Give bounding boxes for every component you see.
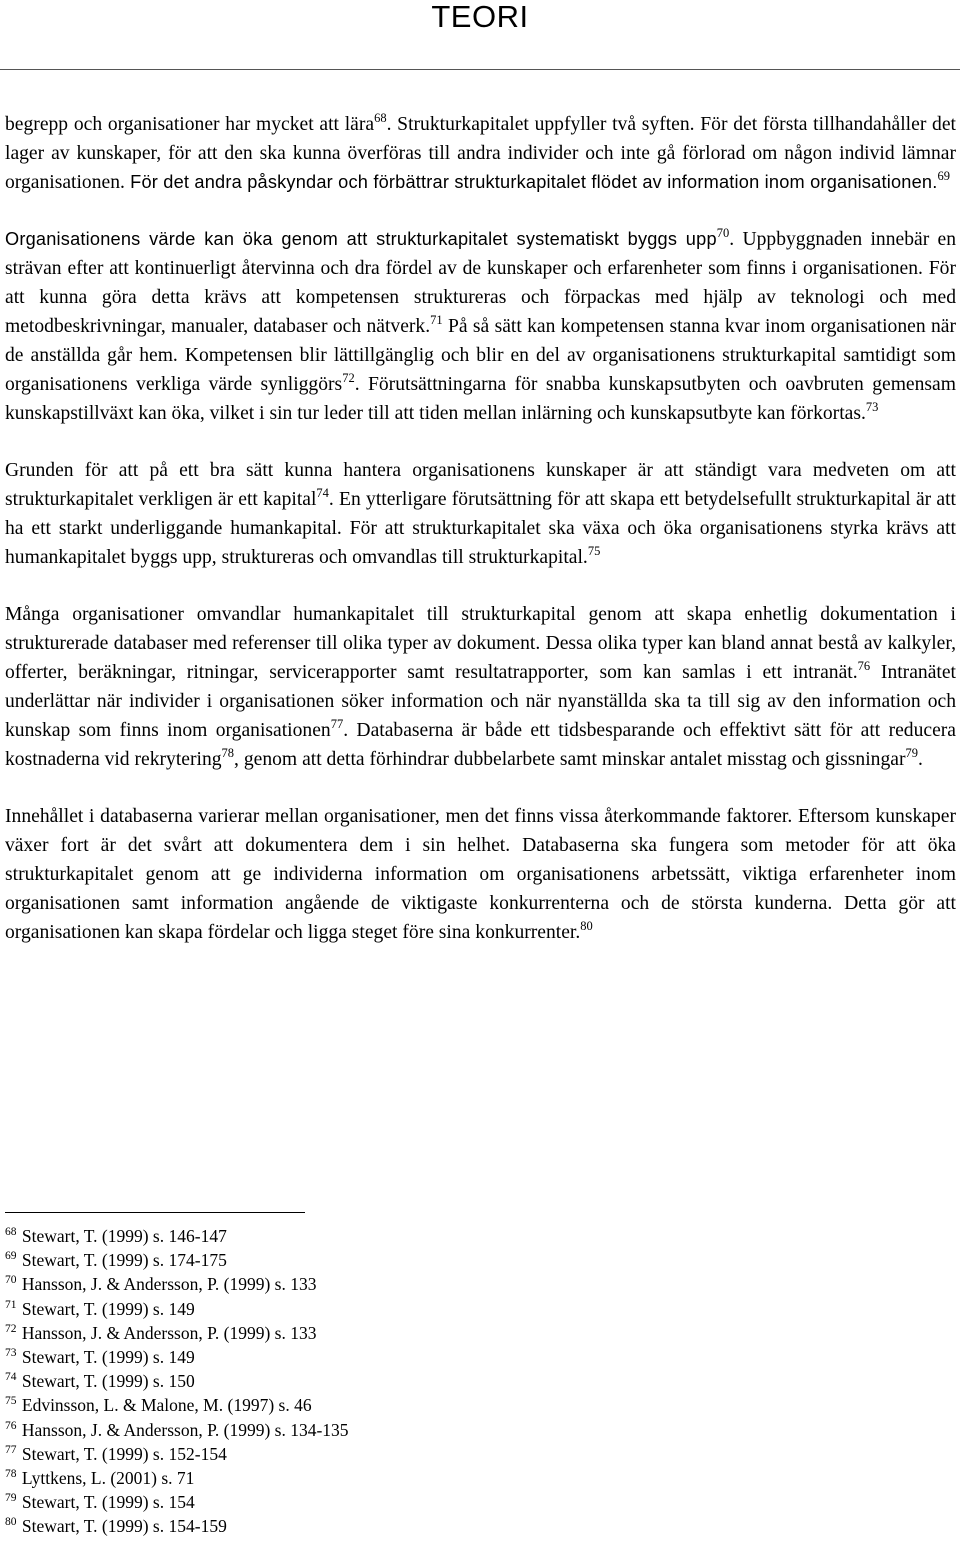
footnote-item <box>5 1466 349 1490</box>
page-header-title: TEORI <box>431 0 529 34</box>
paragraph-text: Många organisationer omvandlar humankapitalet till strukturkapital genom att skapa enhetlig dokumentation i strukturerade databaser med referenser till olika typer av dokument. Dessa olika typer kan bland annat bestå av kalkyler, offerter, beräkningar, ritningar, servicerapporter samt resultatrapporter, som kan samlas i ett intranät. <box>5 604 956 683</box>
footnote-ref[interactable]: 70 <box>716 226 730 240</box>
footnote-text: Hansson, J. & Andersson, P. (1999) s. 134-135 <box>21 1419 349 1440</box>
footnote-number: 70 <box>5 1274 17 1287</box>
footnote-text: Stewart, T. (1999) s. 149 <box>21 1347 195 1368</box>
paragraph-2 <box>5 225 956 428</box>
footnote-item <box>5 1272 349 1296</box>
footnote-item <box>5 1393 349 1417</box>
footnote-item <box>5 1248 349 1272</box>
footnote-text: Hansson, J. & Andersson, P. (1999) s. 133 <box>21 1274 317 1295</box>
footnote-number: 76 <box>5 1419 17 1432</box>
paragraph-text: Organisationens värde kan öka genom att strukturkapitalet systematiskt byggs upp <box>5 229 717 249</box>
footnote-item <box>5 1297 349 1321</box>
footnote-number: 79 <box>5 1492 17 1505</box>
paragraph-text: För det andra påskyndar och förbättrar strukturkapitalet flödet av information inom organisationen. <box>124 172 938 192</box>
paragraph-text: . En ytterligare förutsättning för att skapa ett betydelsefullt strukturkapital är att ha ett starkt underliggande humankapital. För att strukturkapitalet ska växa och öka organisationens styrka krävs att humankapitalet byggs upp, struktureras och omvandlas till strukturkapital. <box>5 489 956 568</box>
footnote-divider <box>5 1212 305 1213</box>
paragraph-text: . Strukturkapitalet uppfyller två syften. För det första tillhandahåller det lager av kunskaper, för att den ska kunna överföras till andra individer och inte gå förlorad om någon individ lämnar organisationen. <box>5 114 956 193</box>
footnote-item <box>5 1490 349 1514</box>
footnote-number: 72 <box>5 1322 17 1335</box>
footnote-ref[interactable]: 75 <box>587 544 601 558</box>
footnote-text: Hansson, J. & Andersson, P. (1999) s. 133 <box>21 1322 317 1343</box>
paragraph-text: . Uppbyggnaden innebär en strävan efter att kontinuerligt återvinna och dra fördel av de kunskaper och erfarenheter som finns i organisationen. För att kunna göra detta krävs att kompetensen struktureras och förpackas med hjälp av teknologi och med metodbeskrivningar, manualer, databaser och nätverk. <box>5 229 957 337</box>
paragraph-text: . Förutsättningarna för snabba kunskapsutbyten och oavbruten gemensam kunskapstillväxt kan öka, vilket i sin tur leder till att tiden mellan inlärning och kunskapsutbyte kan förkortas. <box>5 374 956 424</box>
footnote-text: Stewart, T. (1999) s. 146-147 <box>21 1226 227 1246</box>
footnote-ref[interactable]: 80 <box>580 919 593 933</box>
footnote-number: 80 <box>5 1516 17 1529</box>
footnote-text: Stewart, T. (1999) s. 150 <box>21 1371 195 1392</box>
footnote-text: Lyttkens, L. (2001) s. 71 <box>21 1468 195 1489</box>
footnote-item <box>5 1224 349 1248</box>
footnote-number: 73 <box>5 1347 17 1360</box>
footnote-item <box>5 1321 349 1345</box>
paragraph-4 <box>5 600 956 774</box>
paragraph-text: På så sätt kan kompetensen stanna kvar inom organisationen när de anställda går hem. Kompetensen blir lättillgänglig och blir en del av organisationens strukturkapital samtidigt som organisationens verkliga värde synliggörs <box>5 316 957 395</box>
paragraph-text: Grunden för att på ett bra sätt kunna hantera organisationens kunskaper är att ständigt vara medveten om att strukturkapitalet verkligen är ett kapital <box>5 460 956 510</box>
footnote-item <box>5 1514 349 1538</box>
footnote-text: Stewart, T. (1999) s. 174-175 <box>21 1250 227 1271</box>
footnote-number: 75 <box>5 1395 17 1408</box>
paragraph-text: Innehållet i databaserna varierar mellan organisationer, men det finns vissa återkommande faktorer. Eftersom kunskaper växer fort är det svårt att dokumentera dem i sin helhet. Databaserna ska fungera som metoder för att öka strukturkapitalet genom att ge individerna information om organisationens arbetssätt, viktiga erfarenheter inom organisationen samt information angående de viktigaste konkurrenterna och de största kunderna. Detta gör att organisationen kan skapa fördelar och ligga steget före sina konkurrenter. <box>5 806 956 943</box>
footnote-ref[interactable]: 69 <box>937 169 950 183</box>
paragraph-text: , genom att detta förhindrar dubbelarbete samt minskar antalet misstag och gissningar <box>234 749 906 770</box>
paragraph-text: . <box>918 749 923 770</box>
footnote-ref[interactable]: 76 <box>857 659 871 673</box>
footnote-text: Stewart, T. (1999) s. 154-159 <box>21 1516 227 1537</box>
footnote-ref[interactable]: 79 <box>905 746 918 760</box>
paragraph-1 <box>5 110 956 197</box>
footnote-text: Stewart, T. (1999) s. 149 <box>21 1298 195 1319</box>
footnote-item <box>5 1345 349 1369</box>
footnote-number: 77 <box>5 1443 17 1456</box>
footnote-ref[interactable]: 74 <box>316 486 329 500</box>
footnote-ref[interactable]: 68 <box>374 111 387 125</box>
paragraph-text: . Databaserna är både ett tidsbesparande och effektivt sätt för att reducera kostnaderna vid rekrytering <box>5 720 957 770</box>
footnote-ref[interactable]: 78 <box>221 746 235 760</box>
footnote-item <box>5 1442 349 1466</box>
footnote-ref[interactable]: 77 <box>330 717 344 731</box>
paragraph-text: begrepp och organisationer har mycket att lära <box>5 114 375 135</box>
footnote-number: 69 <box>5 1250 17 1263</box>
footnote-ref[interactable]: 72 <box>342 371 355 385</box>
footnote-number: 68 <box>5 1226 17 1238</box>
footnote-number: 74 <box>5 1371 17 1384</box>
paragraph-5 <box>5 802 956 947</box>
footnote-text: Stewart, T. (1999) s. 152-154 <box>21 1443 227 1464</box>
footnote-item <box>5 1369 349 1393</box>
footnote-list <box>5 1224 349 1539</box>
paragraph-3 <box>5 456 956 572</box>
footnote-number: 78 <box>5 1468 17 1481</box>
footnote-ref[interactable]: 71 <box>430 313 443 327</box>
footnote-text: Stewart, T. (1999) s. 154 <box>21 1492 195 1513</box>
paragraph-text: Intranätet underlättar när individer i organisationen söker information och när nyanställda ska ta till sig av den information och kunskap som finns inom organisationen <box>5 662 956 741</box>
header-divider <box>0 69 960 70</box>
footnote-text: Edvinsson, L. & Malone, M. (1997) s. 46 <box>21 1395 312 1416</box>
page-body <box>5 110 956 975</box>
footnote-ref[interactable]: 73 <box>865 400 879 414</box>
footnote-number: 71 <box>5 1298 17 1311</box>
footnote-item <box>5 1418 349 1442</box>
